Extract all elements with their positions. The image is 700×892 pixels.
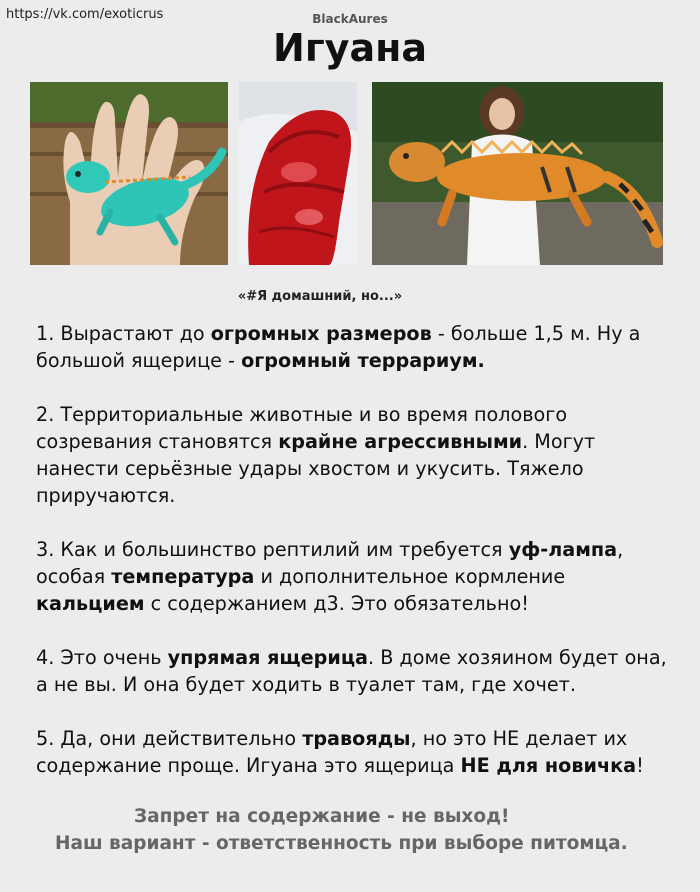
point-5-bold-not-for-beginner: НЕ для новичка: [460, 754, 637, 777]
point-3-bold-temperature: температура: [111, 565, 255, 588]
point-3-text-d: с содержанием д3. Это обязательно!: [144, 592, 529, 615]
point-3-text-a: 3. Как и большинство рептилий им требуется: [36, 538, 509, 561]
point-2-text-b: . Могут нанести серьёзные удары хвостом и укусить. Тяжело приручаются.: [36, 430, 596, 507]
photo-green-iguana-on-hand: [30, 82, 228, 265]
point-1-bold-size: огромных размеров: [210, 322, 432, 345]
point-3-text-b: , особая: [36, 538, 624, 588]
iguana-care-points: [36, 320, 676, 806]
point-1-bold-terrarium: огромный террариум.: [241, 349, 485, 372]
point-2: [36, 401, 676, 509]
point-4: [36, 644, 676, 698]
point-1-text-b: - больше 1,5 м. Ну а большой ящерице -: [36, 322, 641, 372]
point-1-text-a: 1. Вырастают до: [36, 322, 211, 345]
point-5-bold-herbivores: травояды: [302, 727, 411, 750]
author-name: BlackAures: [312, 12, 388, 26]
point-5: [36, 725, 676, 779]
footer-line-1: Запрет на содержание - не выход!: [134, 806, 510, 827]
point-4-text-a: 4. Это очень: [36, 646, 168, 669]
point-3-bold-calcium: кальцием: [36, 592, 145, 615]
point-2-text-a: 2. Территориальные животные и во время полового созревания становятся: [36, 403, 568, 453]
point-3: [36, 536, 676, 617]
point-5-text-a: 5. Да, они действительно: [36, 727, 303, 750]
page-title: Игуана: [273, 26, 427, 70]
footer-line-2: Наш вариант - ответственность при выборе питомца.: [55, 833, 628, 854]
source-url: https://vk.com/exoticrus: [6, 7, 164, 22]
photo-bitten-hand: [239, 82, 357, 265]
quote-caption: «#Я домашний, но...»: [237, 289, 403, 304]
point-2-bold-aggressive: крайне агрессивными: [278, 430, 523, 453]
point-4-bold-stubborn: упрямая ящерица: [167, 646, 369, 669]
point-4-text-b: . В доме хозяином будет она, а не вы. И она будет ходить в туалет там, где хочет.: [36, 646, 667, 696]
point-3-bold-uv-lamp: уф-лампа: [508, 538, 618, 561]
point-5-text-c: !: [636, 754, 644, 777]
point-5-text-b: , но это НЕ делает их содержание проще. Игуана это ящерица: [36, 727, 628, 777]
point-3-text-c: и дополнительное кормление: [254, 565, 566, 588]
point-1: [36, 320, 676, 374]
photo-woman-holding-iguana: [372, 82, 663, 265]
